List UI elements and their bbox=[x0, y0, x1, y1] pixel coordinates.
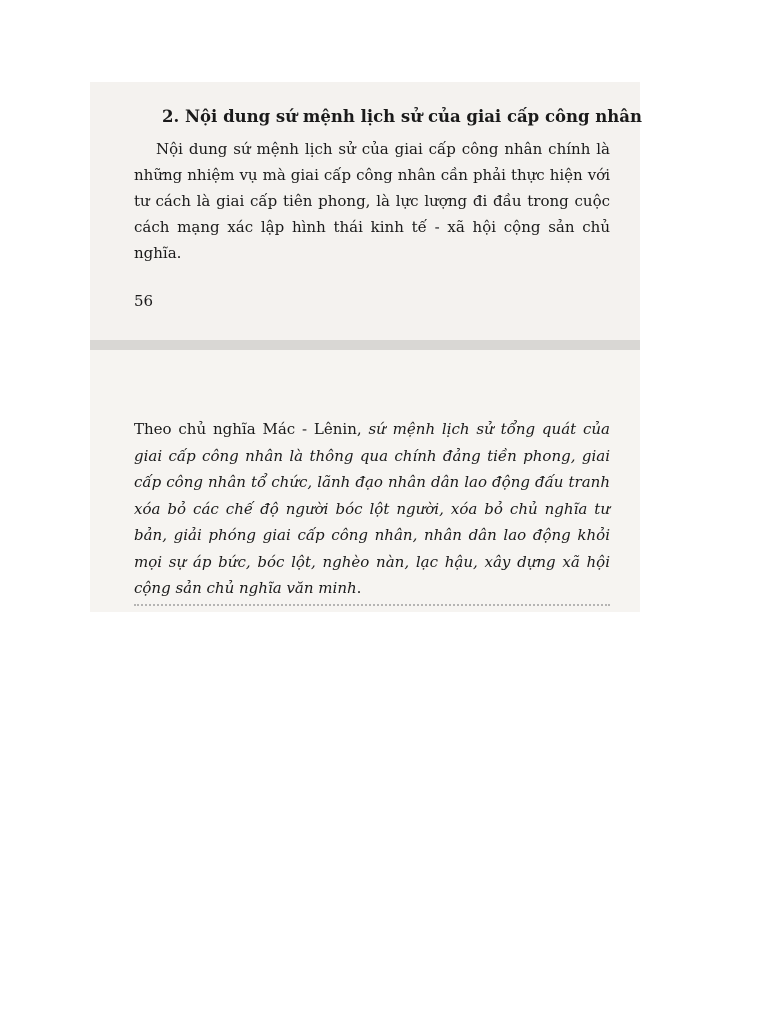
scanned-page-bottom bbox=[90, 350, 640, 612]
scanned-page-top bbox=[90, 82, 640, 340]
section-paragraph-text: Nội dung sứ mệnh lịch sử của giai cấp công nhân chính là những nhiệm vụ mà giai cấp công nhân cần phải thực hiện với tư cách là giai cấp tiên phong, là lực lượng đi đầu trong cuộc cách mạng xác lập hình thái kinh tế - xã hội cộng sản chủ nghĩa. bbox=[134, 140, 610, 262]
definition-intro: Theo chủ nghĩa Mác - Lênin, bbox=[134, 420, 369, 438]
section-paragraph bbox=[134, 136, 610, 266]
page-divider bbox=[90, 340, 640, 350]
definition-end: . bbox=[356, 579, 362, 597]
cut-off-text-line bbox=[134, 602, 610, 608]
definition-emphasis: sứ mệnh lịch sử tổng quát của giai cấp công nhân là thông qua chính đảng tiền phong, giai cấp công nhân tổ chức, lãnh đạo nhân dân lao động đấu tranh xóa bỏ các chế độ người bóc lột người, xóa bỏ chủ nghĩa tư bản, giải phóng giai cấp công nhân, nhân dân lao động khỏi mọi sự áp bức, bóc lột, nghèo nàn, lạc hậu, xây dựng xã hội cộng sản chủ nghĩa văn minh bbox=[134, 420, 610, 597]
section-heading: 2. Nội dung sứ mệnh lịch sử của giai cấp công nhân bbox=[162, 107, 642, 126]
definition-paragraph bbox=[134, 416, 610, 602]
page-number: 56 bbox=[134, 292, 154, 310]
